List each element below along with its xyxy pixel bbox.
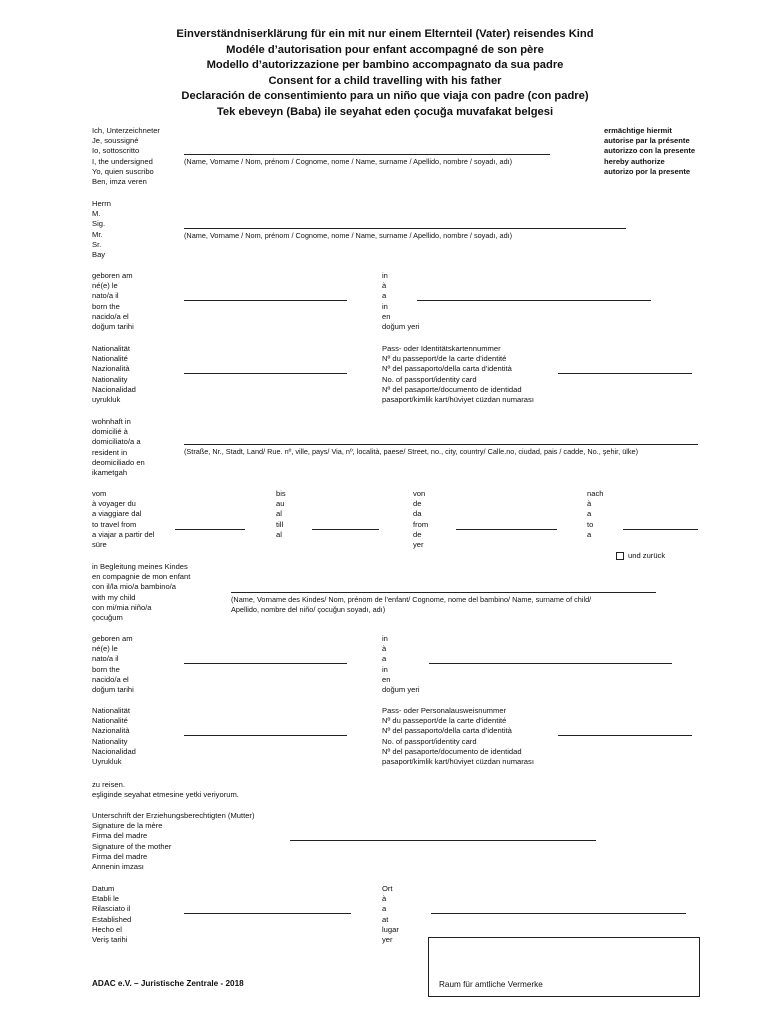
child-birthplace-field[interactable] <box>429 663 672 664</box>
child-birthplace-labels <box>382 634 420 695</box>
label: Established <box>92 914 132 924</box>
label: Bay <box>92 250 106 260</box>
label: with my child <box>92 592 136 602</box>
mister-labels <box>92 199 111 260</box>
issue-date-field[interactable] <box>184 913 351 914</box>
label: à <box>587 499 592 509</box>
label: Ich, Unterzeichneter <box>92 126 160 135</box>
caption-line: Apellido, nombre del niño/ çocuğun soyadı, adı) <box>231 605 386 614</box>
label: Uyrukluk <box>92 757 122 767</box>
label: yer <box>382 935 393 945</box>
label: resident in <box>92 447 128 457</box>
label: doğum tarihi <box>92 685 134 695</box>
label: in <box>382 634 388 643</box>
label: autorise par la présente <box>604 136 690 146</box>
label: Nazionalità <box>92 726 130 736</box>
label: Unterschrift der Erziehungsberechtigten (Mutter) <box>92 811 255 820</box>
label: hereby authorize <box>604 156 665 166</box>
label: Nº du passeport/de la carte d’identité <box>382 354 507 364</box>
label: ikametgah <box>92 468 128 478</box>
issue-place-field[interactable] <box>431 913 686 914</box>
title-line: Declaración de consentimiento para un niño que viaja con padre (con padre) <box>181 90 589 103</box>
label: lugar <box>382 924 399 934</box>
label: doğum yeri <box>382 322 420 332</box>
label: Pass- oder Identitätskartennummer <box>382 344 501 353</box>
label: bis <box>276 489 286 498</box>
label: Veriş tarihi <box>92 935 128 945</box>
label: nacido/a el <box>92 311 129 321</box>
label: con mi/mia niño/a <box>92 602 152 612</box>
undersigned-name-field[interactable] <box>184 154 550 155</box>
title-line: Tek ebeveyn (Baba) ile seyahat eden çocuğa muvafakat belgesi <box>216 105 554 118</box>
mother-signature-field[interactable] <box>290 840 596 841</box>
label: con il/la mio/a bambino/a <box>92 582 176 592</box>
birthplace-labels <box>382 271 420 332</box>
label: pasaport/kimlik kart/hüviyet cüzdan numarası <box>382 395 534 405</box>
residence-address-field[interactable] <box>184 444 698 445</box>
label: Yo, quien suscribo <box>92 166 154 176</box>
label: domicilié à <box>92 427 128 437</box>
child-passport-field[interactable] <box>558 735 692 736</box>
label: M. <box>92 209 101 219</box>
label: I, the undersigned <box>92 156 153 166</box>
label: Signature de la mère <box>92 821 163 831</box>
label: Sig. <box>92 219 106 229</box>
label: Nationalität <box>92 344 130 353</box>
travel-origin-field[interactable] <box>456 529 557 530</box>
label: nato/a il <box>92 654 119 664</box>
label: à <box>382 281 387 291</box>
label: Datum <box>92 884 115 893</box>
return-trip-label: und zurück <box>628 551 666 560</box>
label: Nº del pasaporte/documento de identidad <box>382 384 522 394</box>
residence-caption: (Straße, Nr., Stadt, Land/ Rue. nº, ville, pays/ Via, nº, località, paese/ Street, no., city, country/ Calle.no, ciudad, pais / cadde, No., şehir, ülke) <box>184 447 639 456</box>
label: nach <box>587 489 604 498</box>
label: in <box>382 664 388 674</box>
child-born-labels <box>92 634 134 695</box>
label: Nº del pasaporte/documento de identidad <box>382 746 522 756</box>
father-birthdate-field[interactable] <box>184 300 347 301</box>
label: to <box>587 519 594 529</box>
return-trip-checkbox[interactable] <box>616 552 624 560</box>
label: a viajar a partir del <box>92 529 155 539</box>
label: au <box>276 499 285 509</box>
label: at <box>382 914 389 924</box>
document-title <box>0 27 770 121</box>
label: Rilasciato il <box>92 904 131 914</box>
place-labels <box>382 884 399 945</box>
label: vom <box>92 489 107 498</box>
label: Nationalité <box>92 354 128 364</box>
label: Mr. <box>92 229 103 239</box>
label: de <box>413 529 422 539</box>
label: de <box>413 499 422 509</box>
date-labels <box>92 884 131 945</box>
label: eşliginde seyahat etmesine yetki veriyorum. <box>92 790 239 800</box>
label: süre <box>92 540 107 550</box>
label: Io, sottoscritto <box>92 146 140 156</box>
authorize-labels <box>604 126 695 177</box>
nationality-labels <box>92 344 136 405</box>
undersigned-labels <box>92 126 160 187</box>
label: Nº du passeport/de la carte d’identité <box>382 716 507 726</box>
label: pasaport/kimlik kart/hüviyet cüzdan numarası <box>382 757 534 767</box>
residence-labels <box>92 417 145 478</box>
label: à <box>382 894 387 904</box>
travel-nach-labels <box>587 489 603 540</box>
label: Nacionalidad <box>92 384 136 394</box>
signature-labels <box>92 811 255 872</box>
label: Nationalité <box>92 716 128 726</box>
label: in Begleitung meines Kindes <box>92 562 188 571</box>
label: né(e) le <box>92 281 118 291</box>
label: Nº del passaporto/della carta d’identità <box>382 364 512 374</box>
child-passport-labels <box>382 706 534 767</box>
father-nationality-field[interactable] <box>184 373 347 374</box>
label: ermächtige hiermit <box>604 126 672 135</box>
label: uyrukluk <box>92 395 121 405</box>
travel-destination-field[interactable] <box>623 529 698 530</box>
label: al <box>276 509 282 519</box>
travel-from-labels <box>92 489 154 550</box>
label: von <box>413 489 426 498</box>
child-nationality-labels <box>92 706 136 767</box>
label: a <box>587 509 592 519</box>
label: nacido/a el <box>92 674 129 684</box>
label: a <box>382 904 387 914</box>
travel-start-date-field[interactable] <box>175 529 245 530</box>
label: Herrn <box>92 199 111 208</box>
mister-caption: (Name, Vorname / Nom, prénom / Cognome, nome / Name, surname / Apellido, nombre / soyadı, adı) <box>184 231 513 240</box>
label: Etabli le <box>92 894 120 904</box>
official-notes-label: Raum für amtliche Vermerke <box>439 980 543 989</box>
label: No. of passport/identity card <box>382 736 477 746</box>
label: a <box>587 529 592 539</box>
label: Signature of the mother <box>92 841 172 851</box>
title-line: Modello d’autorizzazione per bambino accompagnato da sua padre <box>206 59 564 72</box>
label: domiciliato/a a <box>92 437 141 447</box>
child-name-field[interactable] <box>231 592 656 593</box>
label: a viaggiare dal <box>92 509 142 519</box>
father-passport-field[interactable] <box>558 373 692 374</box>
travel-end-date-field[interactable] <box>312 529 379 530</box>
footer-text: ADAC e.V. – Juristische Zentrale - 2018 <box>92 979 244 988</box>
child-birthdate-field[interactable] <box>184 663 347 664</box>
label: born the <box>92 664 120 674</box>
label: en compagnie de mon enfant <box>92 572 191 582</box>
passport-labels <box>382 344 534 405</box>
father-birthplace-field[interactable] <box>417 300 651 301</box>
label: Pass- oder Personalausweisnummer <box>382 706 507 715</box>
travel-von-labels <box>413 489 428 550</box>
label: wohnhaft in <box>92 417 131 426</box>
label: Je, soussigné <box>92 136 139 146</box>
label: to travel from <box>92 519 137 529</box>
caption-line: (Name, Vorname des Kindes/ Nom, prénom de l’enfant/ Cognome, nome del bambino/ Name, surname of child/ <box>231 595 592 604</box>
label: Hecho el <box>92 924 122 934</box>
title-line: Einverständniserklärung für ein mit nur einem Elternteil (Vater) reisendes Kind <box>176 28 594 40</box>
label: né(e) le <box>92 644 118 654</box>
child-labels <box>92 562 190 623</box>
label: Nacionalidad <box>92 746 136 756</box>
label: geboren am <box>92 271 133 280</box>
label: à <box>382 644 387 654</box>
label: Nº del passaporto/della carta d’identità <box>382 726 512 736</box>
label: Firma del madre <box>92 851 148 861</box>
child-nationality-field[interactable] <box>184 735 347 736</box>
label: da <box>413 509 422 519</box>
father-name-field[interactable] <box>184 228 626 229</box>
label: en <box>382 311 391 321</box>
label: zu reisen. <box>92 780 125 789</box>
title-line: Modéle d’autorisation pour enfant accompagné de son père <box>226 43 544 56</box>
label: Ort <box>382 884 393 893</box>
label: Sr. <box>92 239 102 249</box>
label: Annenin imzası <box>92 862 144 872</box>
label: in <box>382 301 388 311</box>
label: in <box>382 271 388 280</box>
label: yer <box>413 540 424 550</box>
label: till <box>276 519 284 529</box>
label: a <box>382 654 387 664</box>
label: Firma del madre <box>92 831 148 841</box>
label: a <box>382 291 387 301</box>
undersigned-caption: (Name, Vorname / Nom, prénom / Cognome, nome / Name, surname / Apellido, nombre / soyadı, adı) <box>184 157 513 166</box>
label: autorizo por la presente <box>604 166 691 176</box>
label: al <box>276 529 282 539</box>
label: Nazionalità <box>92 364 130 374</box>
label: en <box>382 674 391 684</box>
label: doğum yeri <box>382 685 420 695</box>
travel-until-labels <box>276 489 286 540</box>
born-labels <box>92 271 134 332</box>
label: from <box>413 519 429 529</box>
label: geboren am <box>92 634 133 643</box>
title-line: Consent for a child travelling with his father <box>268 74 502 87</box>
label: doğum tarihi <box>92 322 134 332</box>
label: Nationality <box>92 374 128 384</box>
label: à voyager du <box>92 499 136 509</box>
label: Nationality <box>92 736 128 746</box>
label: Nationalität <box>92 706 130 715</box>
label: nato/a il <box>92 291 119 301</box>
label: deomiciliado en <box>92 457 145 467</box>
child-caption <box>231 595 591 615</box>
label: Ben, imza veren <box>92 177 147 187</box>
label: autorizzo con la presente <box>604 146 696 156</box>
to-travel-text <box>92 780 239 800</box>
label: No. of passport/identity card <box>382 374 477 384</box>
label: born the <box>92 301 120 311</box>
label: çocuğum <box>92 613 123 623</box>
